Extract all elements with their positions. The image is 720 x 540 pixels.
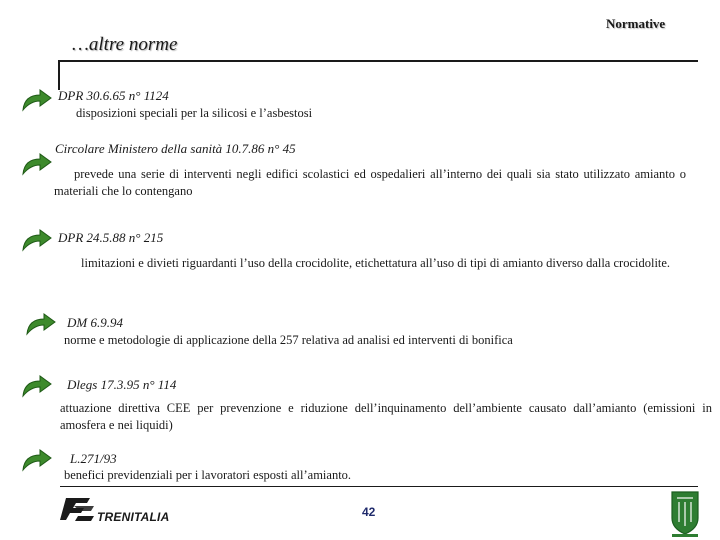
footer-divider	[60, 486, 698, 487]
institution-seal-icon	[666, 488, 704, 538]
page-number: 42	[362, 505, 376, 519]
page-title: …altre norme	[72, 34, 178, 55]
norm-title: DM 6.9.94	[67, 315, 123, 330]
norm-description: benefici previdenziali per i lavoratori esposti all’amianto.	[64, 468, 352, 482]
norm-description: limitazioni e divieti riguardanti l’uso della crocidolite, etichettatura all’uso di tipi di amianto diverso dalla crocidolite.	[81, 256, 671, 270]
norm-title: DPR 24.5.88 n° 215	[58, 230, 164, 245]
section-label: Normative	[606, 16, 666, 31]
title-divider-vertical	[58, 60, 60, 90]
norm-title: L.271/93	[70, 451, 117, 466]
curved-arrow-icon	[24, 310, 58, 338]
norm-title: Dlegs 17.3.95 n° 114	[67, 377, 177, 392]
curved-arrow-icon	[20, 86, 54, 114]
curved-arrow-icon	[20, 150, 54, 178]
norm-description: disposizioni speciali per la silicosi e l’asbestosi	[76, 106, 313, 120]
curved-arrow-icon	[20, 226, 54, 254]
norm-description: norme e metodologie di applicazione della 257 relativa ad analisi ed interventi di bonifica	[64, 333, 513, 347]
norm-description: attuazione direttiva CEE per prevenzione e riduzione dell’inquinamento dell’ambiente causato dall’amianto (emissioni in amosfera e nei liquidi)	[60, 401, 712, 432]
norm-title: Circolare Ministero della sanità 10.7.86 n° 45	[55, 141, 296, 156]
title-divider	[58, 60, 698, 62]
curved-arrow-icon	[20, 372, 54, 400]
norm-title: DPR 30.6.65 n° 1124	[58, 88, 169, 103]
norm-description: prevede una serie di interventi negli edifici scolastici ed ospedalieri all’interno dei quali sia stato utilizzato amianto o materiali che lo contengano	[54, 167, 686, 198]
brand-name: TRENITALIA	[97, 510, 170, 524]
curved-arrow-icon	[20, 446, 54, 474]
